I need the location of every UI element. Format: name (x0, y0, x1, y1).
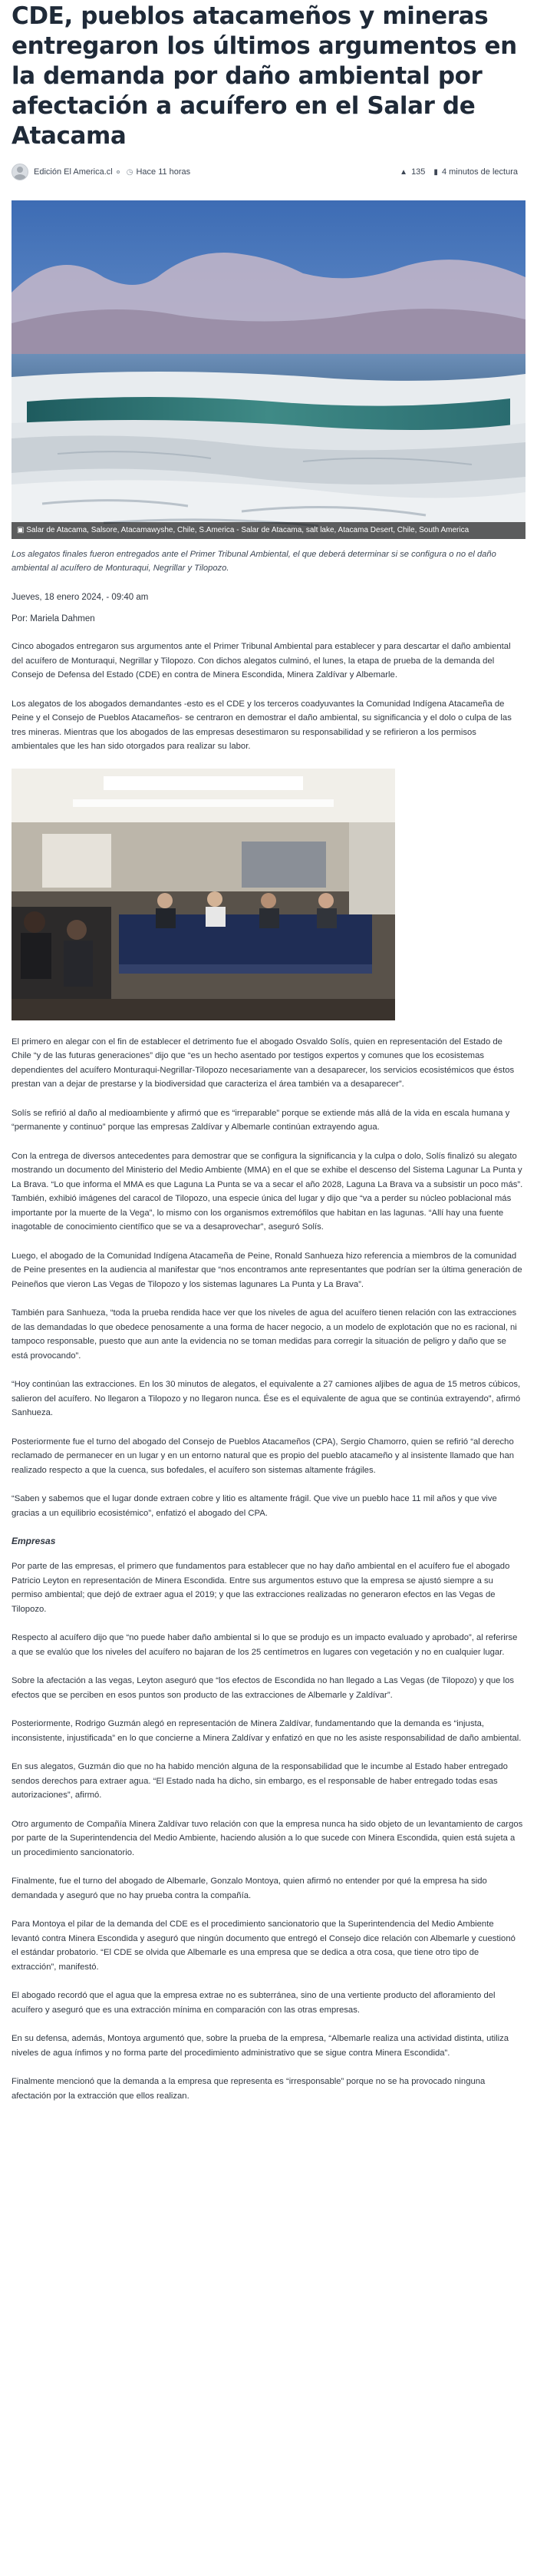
hearing-photo (12, 769, 395, 1020)
paragraph: Posteriormente fue el turno del abogado del Consejo de Pueblos Atacameños (CPA), Sergio Chamorro, quien se refirió “al derecho reclamado de permanecer en un lugar y en un entorno natural que es propio del pueblo atacameño y al insistente llamado que han realizado respecto a que la cuenca, sus bofedales, el acuífero son sistemas altamente frágiles. (12, 1437, 515, 1475)
paragraph: Cinco abogados entregaron sus argumentos ante el Primer Tribunal Ambiental para establecer y para descartar el daño ambiental del acuífero de Monturaqui, Negrillar y Tilopozo. Con dichos alegatos culminó, el lunes, la etapa de prueba de la demanda del Consejo de Defensa del Estado (CDE) en contra de Minera Escondida, Minera Zaldívar y Albemarle. (12, 642, 511, 680)
paragraph: Otro argumento de Compañía Minera Zaldívar tuvo relación con que la empresa nunca ha sido objeto de un levantamiento de cargos por parte de la Superintendencia del Medio Ambiente, haciendo alusión a lo que sucede con Minera Escondida, quien está sujeta a un procedimiento sancionatorio. (12, 1819, 523, 1857)
courtroom-illustration (12, 769, 395, 1020)
author-name[interactable]: Edición El America.cl (34, 167, 113, 177)
paragraph: En su defensa, además, Montoya argumentó que, sobre la prueba de la empresa, “Albemarle realiza una actividad distinta, utiliza niveles de agua ínfimos y no forma parte del procedimiento administrativo que se sigue contra Minera Escondida”. (12, 2034, 509, 2058)
paragraph: Posteriormente, Rodrigo Guzmán alegó en representación de Minera Zaldívar, fundamentando que la demanda es “injusta, inconsistente, injustificada” en lo que concierne a Minera Zaldívar y enfatizó en que no les asiste responsabilidad de daño ambiental. (12, 1719, 522, 1743)
article-byline: Por: Mariela Dahmen (12, 614, 95, 623)
section-subhead: Empresas (12, 1536, 56, 1546)
camera-icon: ▣ (17, 526, 25, 534)
paragraph: También para Sanhueza, “toda la prueba rendida hace ver que los niveles de agua del acuífero tienen relación con las extracciones de las demandadas lo que obedece penosamente a una forma de hacer negocio, a un modelo de explotación que no es racional, ni tampoco responsable, puesto que aun ante la evidencia no se toman medidas para corregir la situación de peligro y daño que se está provocando”. (12, 1308, 517, 1361)
paragraph: El abogado recordó que el agua que la empresa extrae no es subterránea, sino de una vertiente producto del afloramiento del acuífero y aseguró que es una extracción mínima en comparación con las otras empresas. (12, 1991, 496, 2015)
paragraph: Finalmente, fue el turno del abogado de Albemarle, Gonzalo Montoya, quien afirmó no entender por qué la empresa ha sido demandada y aseguró que no hay prueba contra la compañía. (12, 1877, 487, 1900)
paragraph: Los alegatos de los abogados demandantes -esto es el CDE y los terceros coadyuvantes la Comunidad Indígena Atacameña de Peine y el Consejo de Pueblos Atacameños- se centraron en demostrar el daño ambiental, su significancia y el dolo o culpa de las tres mineras. Mientras que los abogados de las empresas desestimaron su responsabilidad y se refirieron a los permisos ambientales que les han sido otorgados para realizar su labor. (12, 699, 512, 751)
article-date: Jueves, 18 enero 2024, - 09:40 am (12, 593, 149, 602)
avatar[interactable] (12, 164, 28, 180)
clock-icon: ◷ (126, 167, 133, 177)
article-stats (400, 167, 518, 177)
paragraph: Por parte de las empresas, el primero que fundamentos para establecer que no hay daño ambiental en el acuífero fue el abogado Patricio Leyton en representación de Minera Escondida. Entre sus argumentos estuvo que la empresa se ajustó siempre a su permiso ambiental; que dejó de extraer agua el 2019; y que las extracciones realizadas no generaron efectos en las Vegas de Tilopozo. (12, 1562, 510, 1614)
article-meta (12, 162, 533, 182)
paragraph: Finalmente mencionó que la demanda a la empresa que representa es “irresponsable” porque no se ha provocado ninguna afectación por la extracción que ellos realizan. (12, 2077, 486, 2101)
view-count: 135 (411, 167, 426, 177)
paragraph: Sobre la afectación a las vegas, Leyton aseguró que “los efectos de Escondida no han llegado a Las Vegas (de Tilopozo) y que los efectos que se perciben en esos puntos son producto de las extracciones de Albemarle y Zaldívar”. (12, 1676, 515, 1700)
article-lede: Los alegatos finales fueron entregados ante el Primer Tribunal Ambiental, el que deberá determinar si se configura o no el daño ambiental al acuífero de Monturaqui, Negrillar y Tilopozo. (12, 550, 496, 573)
paragraph: Luego, el abogado de la Comunidad Indígena Atacameña de Peine, Ronald Sanhueza hizo referencia a miembros de la comunidad de Peine presentes en la audiencia al manifestar que “nos encontramos ante representantes que podrían ser la última generación de Peineños que vieron Las Vegas de Tilopozo y los sistemas lagunares La Punta y La Brava”. (12, 1251, 522, 1289)
salar-landscape-illustration (12, 200, 525, 539)
paragraph: Solís se refirió al daño al medioambiente y afirmó que es “irreparable” porque se extiende más allá de la vida en escala humana y “permanente y continuo” porque las empresas Zaldívar y Albemarle continúan extrayendo agua. (12, 1108, 510, 1132)
paragraph: “Hoy continúan las extracciones. En los 30 minutos de alegatos, el equivalente a 27 camiones aljibes de agua de 15 metros cúbicos, salieron del acuífero. No llegaron a Tilopozo y no llegaron nunca. Ése es el equivalente de agua que se continúa extrayendo”, afirmó Sanhueza. (12, 1380, 521, 1417)
paragraph: El primero en alegar con el fin de establecer el detrimento fue el abogado Osvaldo Solís, quien en representación del Estado de Chile “y de las futuras generaciones” dijo que “es un hecho asentado por testigos expertos y comunes que los ecosistemas dependientes del acuífero Monturaqui-Negrillar-Tilopozo necesariamente van a desaparecer, los servicios ecosistémicos que éstos prestan van a dejar de prestarse y la biodiversidad que caracteriza el área también va a desaparecer”. (12, 1037, 515, 1089)
separator-dot (117, 170, 120, 174)
paragraph: Respecto al acuífero dijo que “no puede haber daño ambiental si lo que se produjo es un impacto evaluado y aprobado”, al referirse a que se evalúo que los niveles del acuífero no bajaran de los 25 centímetros en lugares con vegetación y no en cualquier lugar. (12, 1633, 518, 1657)
paragraph: Para Montoya el pilar de la demanda del CDE es el procedimiento sancionatorio que la Superintendencia del Medio Ambiente levantó contra Minera Escondida y aseguró que ningún documento que entregó el Consejo dice relación con Albemarle y cuestionó el estándar probatorio. “El CDE se olvida que Albemarle es una empresa que se dedica a otra cosa, que tiene otro tipo de extracción”, manifestó. (12, 1920, 516, 1972)
book-icon: ▮ (433, 167, 438, 177)
read-time: 4 minutos de lectura (441, 167, 518, 177)
article-title: CDE, pueblos atacameños y mineras entregaron los últimos argumentos en la demanda por daño ambiental por afectación a acuífero en el Salar de Atacama (12, 2, 517, 150)
paragraph: En sus alegatos, Guzmán dio que no ha habido mención alguna de la responsabilidad que le incumbe al Estado haber entregado sendos derechos para extraer agua. “El Estado nada ha dicho, sin embargo, es el responsable de haber entregado todas esas autorizaciones”, afirmó. (12, 1762, 508, 1800)
hero-image (12, 200, 525, 539)
flame-icon: ▲ (400, 167, 408, 177)
paragraph: Con la entrega de diversos antecedentes para demostrar que se configura la significancia y la culpa o dolo, Solís finalizó su alegato mostrando un documento del Ministerio del Medio Ambiente (MMA) en el que se exhibe el descenso del Sistema Lagunar La Punta y La Brava. “Lo que informa el MMA es que Laguna La Punta se va a secar el año 2028, Laguna La Brava va a subsistir un poco más”. También, exhibió imágenes del caracol de Tilopozo, una especie única del lugar y dijo que “va a perder su núcleo poblacional más importante por la muerte de la Vega”, lo mismo con los organismos extremófilos que habitan en las lagunas. “Allí hay una fuente inagotable de conocimiento científico que se va a desaprovechar”, aseguró Solís. (12, 1151, 523, 1232)
hero-caption (12, 522, 525, 539)
paragraph: “Saben y sabemos que el lugar donde extraen cobre y litio es altamente frágil. Que vive un pueblo hace 11 mil años y que vive gracias a un equilibrio ecosistémico”, enfatizó el abogado del CPA. (12, 1494, 497, 1518)
hero-caption-text: Salar de Atacama, Salsore, Atacamawyshe, Chile, S.America - Salar de Atacama, salt lake, Atacama Desert, Chile, South America (26, 526, 469, 534)
time-ago: Hace 11 horas (136, 167, 191, 177)
article-page (4, 0, 533, 2103)
